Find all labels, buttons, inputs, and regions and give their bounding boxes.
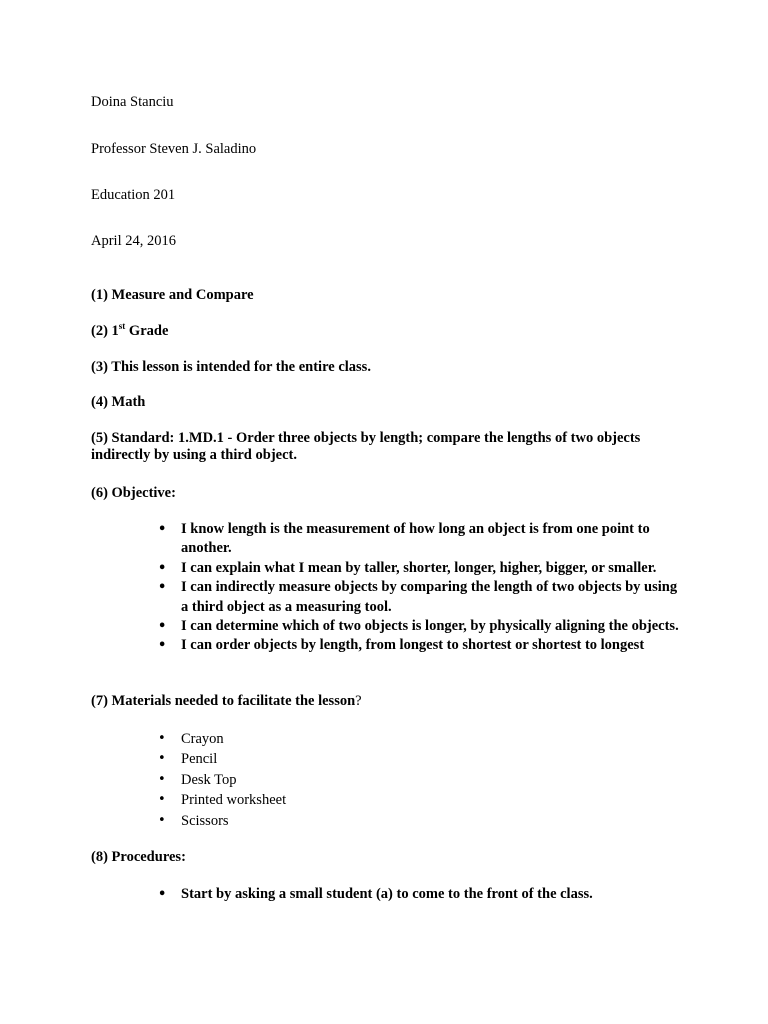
grade-suffix: Grade: [125, 323, 169, 339]
objective-heading: (6) Objective:: [91, 485, 176, 501]
objective-item: • I can order objects by length, from longest to shortest or shortest to longest: [181, 636, 681, 655]
grade-level: [91, 322, 681, 341]
procedures-list: [181, 885, 691, 904]
material-item: • Crayon: [181, 729, 691, 749]
material-item: • Printed worksheet: [181, 790, 691, 810]
materials-heading: [91, 692, 681, 711]
procedure-item: • Start by asking a small student (a) to come to the front of the class.: [181, 885, 691, 904]
material-item: • Pencil: [181, 749, 691, 769]
grade-prefix: (2) 1: [91, 323, 119, 339]
standard-statement: (5) Standard: 1.MD.1 - Order three objects by length; compare the lengths of two objects indirectly by using a third object.: [91, 430, 641, 463]
grade-superscript: st: [118, 321, 126, 332]
student-name: Doina Stanciu: [91, 94, 174, 110]
materials-heading-text: (7) Materials needed to facilitate the lesson: [91, 693, 356, 709]
lesson-title: (1) Measure and Compare: [91, 287, 254, 303]
material-item: • Desk Top: [181, 770, 691, 790]
materials-heading-mark: ?: [355, 693, 362, 709]
material-item: • Scissors: [181, 811, 691, 831]
materials-list: [181, 729, 691, 831]
audience-statement: (3) This lesson is intended for the entire class.: [91, 359, 371, 375]
objective-item: • I can determine which of two objects is longer, by physically aligning the objects.: [181, 617, 681, 636]
document-date: April 24, 2016: [91, 233, 176, 249]
objective-item: • I know length is the measurement of how long an object is from one point to another.: [181, 520, 681, 559]
objective-item: • I can indirectly measure objects by comparing the length of two objects by using a third object as a measuring tool.: [181, 578, 681, 617]
objective-item: • I can explain what I mean by taller, shorter, longer, higher, bigger, or smaller.: [181, 559, 681, 578]
subject: (4) Math: [91, 394, 146, 410]
course-name: Education 201: [91, 187, 176, 203]
procedures-heading: (8) Procedures:: [91, 849, 186, 865]
objective-list: [181, 520, 681, 656]
professor-name: Professor Steven J. Saladino: [91, 141, 257, 157]
